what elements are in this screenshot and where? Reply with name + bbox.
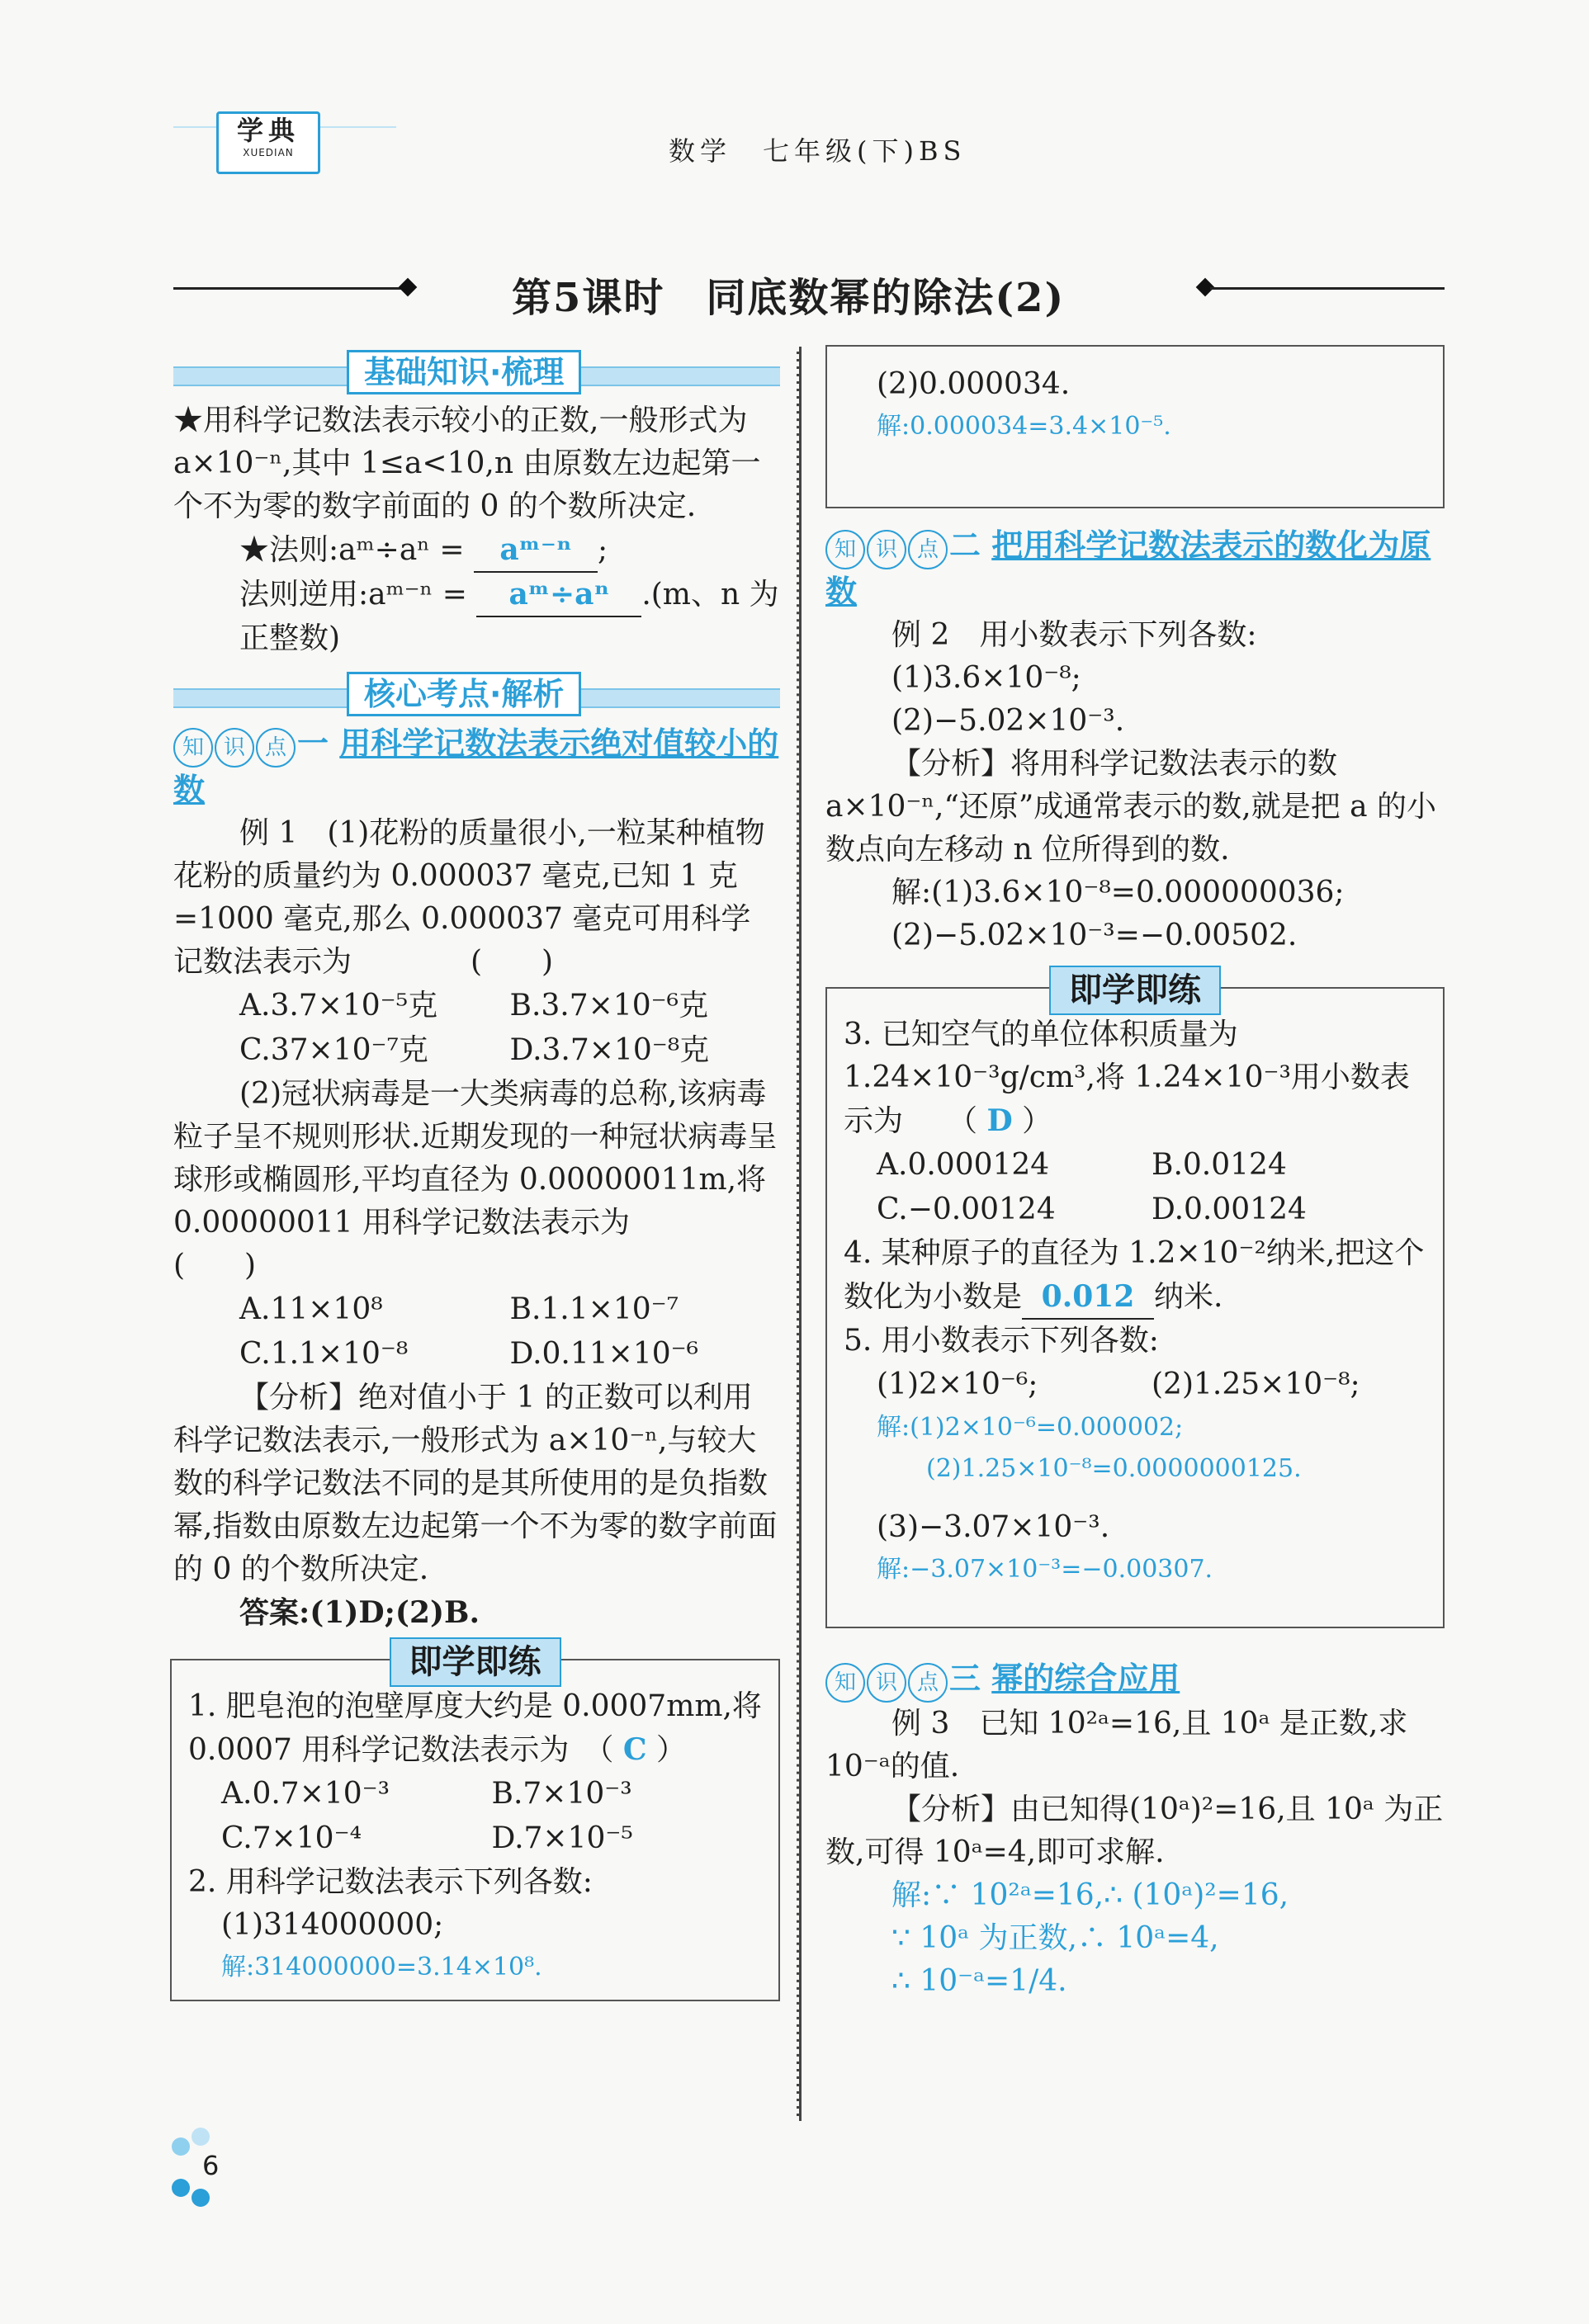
page-number: 6 [202, 2150, 220, 2181]
decor-dot [172, 2137, 190, 2156]
analysis-1: 【分析】绝对值小于 1 的正数可以利用科学记数法表示,一般形式为 a×10⁻ⁿ,与较大数的科学记数法不同的是其所使用的是负指数幂,指数由原数左边起第一个不为零的数字前面的 0 的个数所决定. [173, 1381, 778, 1586]
solution-2-1: 解:(1)3.6×10⁻⁸=0.000000036; [891, 876, 1345, 909]
decor-dot [172, 2179, 190, 2197]
options-row: (1)2×10⁻⁶; (2)1.25×10⁻⁸; [877, 1367, 1360, 1401]
options-row: A.0.000124 B.0.0124 [877, 1148, 1287, 1182]
question-2-2: (2)0.000034. [877, 367, 1071, 401]
question-2: 2. 用科学记数法表示下列各数: [188, 1865, 593, 1899]
options-row: C.37×10⁻⁷克 D.3.7×10⁻⁸克 [239, 1033, 710, 1067]
solution-3-3: ∴ 10⁻ᵃ=1/4. [891, 1964, 1067, 1998]
question-4: 4. 某种原子的直径为 1.2×10⁻²纳米,把这个数化为小数是 0.012 纳米. [844, 1232, 1426, 1320]
logo: 学典 XUEDIAN [216, 111, 320, 174]
knowledge-point-2: 知 识 点 二 把用科学记数法表示的数化为原数 [825, 527, 1431, 610]
rule-reverse-line: 法则逆用:aᵐ⁻ⁿ = aᵐ÷aⁿ .(m、n 为正整数) [173, 573, 780, 660]
solution-3-2: ∵ 10ᵃ 为正数,∴ 10ᵃ=4, [891, 1921, 1219, 1955]
question-5: 5. 用小数表示下列各数: [844, 1324, 1159, 1358]
options-row: A.3.7×10⁻⁵克 B.3.7×10⁻⁶克 [239, 989, 709, 1023]
solution: (2)1.25×10⁻⁸=0.0000000125. [926, 1454, 1302, 1483]
example-2-1: (1)3.6×10⁻⁸; [891, 661, 1081, 695]
question-2-1: (1)314000000; [221, 1908, 444, 1942]
solution-3-1: 解:∵ 10²ᵃ=16,∴ (10ᵃ)²=16, [891, 1878, 1289, 1912]
decor-dot [192, 2189, 210, 2207]
title-rule-left [173, 287, 404, 290]
answer-1: 答案:(1)D;(2)B. [239, 1595, 480, 1630]
column-divider [797, 347, 802, 2121]
page-title: 第5课时 同底数幂的除法(2) [512, 275, 1066, 321]
decor-dot [192, 2128, 210, 2146]
solution: 解:0.000034=3.4×10⁻⁵. [877, 412, 1171, 441]
options-row: C.1.1×10⁻⁸ D.0.11×10⁻⁶ [239, 1337, 699, 1371]
practice-box-1: 即学即练 1. 肥皂泡的泡壁厚度大约是 0.0007mm,将 0.0007 用科学记数法表示为 （ C ） A.0.7×10⁻³ B.7×10⁻³ C.7×10⁻⁴ D.7×10⁻⁵ 2. 用科学记数法表示下列各数: (1)314000000; 解:314000000=3.14×10⁸. [170, 1659, 780, 2001]
options-row: C.7×10⁻⁴ D.7×10⁻⁵ [221, 1821, 633, 1855]
knowledge-point-3: 知 识 点 三 幂的综合应用 [825, 1656, 1445, 1703]
solution: 解:314000000=3.14×10⁸. [221, 1953, 542, 1982]
options-row: A.0.7×10⁻³ B.7×10⁻³ [221, 1777, 632, 1811]
solution-2-2: (2)−5.02×10⁻³=−0.00502. [891, 919, 1298, 952]
header-bar [173, 120, 1445, 128]
example-1-part-2: (2)冠状病毒是一大类病毒的总称,该病毒粒子呈不规则形状.近期发现的一种冠状病毒呈球形或椭圆形,平均直径为 0.00000011m,将 0.00000011 用科学记数法表示为 ( ) [173, 1077, 778, 1282]
question-1: 1. 肥皂泡的泡壁厚度大约是 0.0007mm,将 0.0007 用科学记数法表示为 （ C ） [188, 1689, 762, 1767]
analysis-2: 【分析】将用科学记数法表示的数 a×10⁻ⁿ,“还原”成通常表示的数,就是把 a 的小数点向左移动 n 位所得到的数. [825, 747, 1437, 867]
rule-line: ★法则:aᵐ÷aⁿ = aᵐ⁻ⁿ ; [173, 528, 780, 573]
practice-box-2: 即学即练 3. 已知空气的单位体积质量为 1.24×10⁻³g/cm³,将 1.24×10⁻³用小数表示为 （ D ） A.0.000124 B.0.0124 C.−0.00124 D.0.00124 4. 某种原子的直径为 1.2×10⁻²纳米,把这个数化为小数是 0.012 纳米. 5. 用小数表示下列各数: (1)2×10⁻⁶; (2)1.25×10⁻⁸; 解:(1)2×10⁻⁶=0.000002; (2)1.25×10⁻⁸=0.0000000125. (3)−3.07×10⁻³. 解:−3.07×10⁻³=−0.00307. [825, 987, 1445, 1628]
question-5-3: (3)−3.07×10⁻³. [877, 1510, 1110, 1544]
section-header: 核心考点·解析 [173, 667, 780, 720]
knowledge-point-1: 知 识 点 一 用科学记数法表示绝对值较小的数 [173, 725, 779, 808]
example-2: 例 2 用小数表示下列各数: [891, 618, 1257, 652]
options-row: A.11×10⁸ B.1.1×10⁻⁷ [239, 1292, 679, 1326]
star-note: ★用科学记数法表示较小的正数,一般形式为 a×10⁻ⁿ,其中 1≤a<10,n 由原数左边起第一个不为零的数字前面的 0 的个数所决定. [173, 404, 761, 523]
question-3: 3. 已知空气的单位体积质量为 1.24×10⁻³g/cm³,将 1.24×10⁻³用小数表示为 （ D ） [844, 1018, 1410, 1138]
section-header: 基础知识·梳理 [173, 345, 780, 398]
right-column [825, 338, 1445, 2003]
title-rule-right [1210, 287, 1445, 290]
diamond-icon [399, 278, 418, 297]
left-column [173, 338, 780, 2001]
solution: 解:(1)2×10⁻⁶=0.000002; [877, 1413, 1184, 1442]
header-subject: 数学 七年级(下)BS [669, 135, 967, 167]
options-row: C.−0.00124 D.0.00124 [877, 1193, 1307, 1226]
example-3: 例 3 已知 10²ᵃ=16,且 10ᵃ 是正数,求 10⁻ᵃ的值. [825, 1707, 1408, 1783]
continuation-box [825, 345, 1445, 508]
example-2-2: (2)−5.02×10⁻³. [891, 704, 1125, 738]
example-1-part-1: 例 1 (1)花粉的质量很小,一粒某种植物花粉的质量约为 0.000037 毫克,已知 1 克=1000 毫克,那么 0.000037 毫克可用科学记数法表示为 ( ) [173, 816, 765, 979]
solution: 解:−3.07×10⁻³=−0.00307. [877, 1555, 1213, 1584]
analysis-3: 【分析】由已知得(10ᵃ)²=16,且 10ᵃ 为正数,可得 10ᵃ=4,即可求解. [825, 1793, 1444, 1869]
